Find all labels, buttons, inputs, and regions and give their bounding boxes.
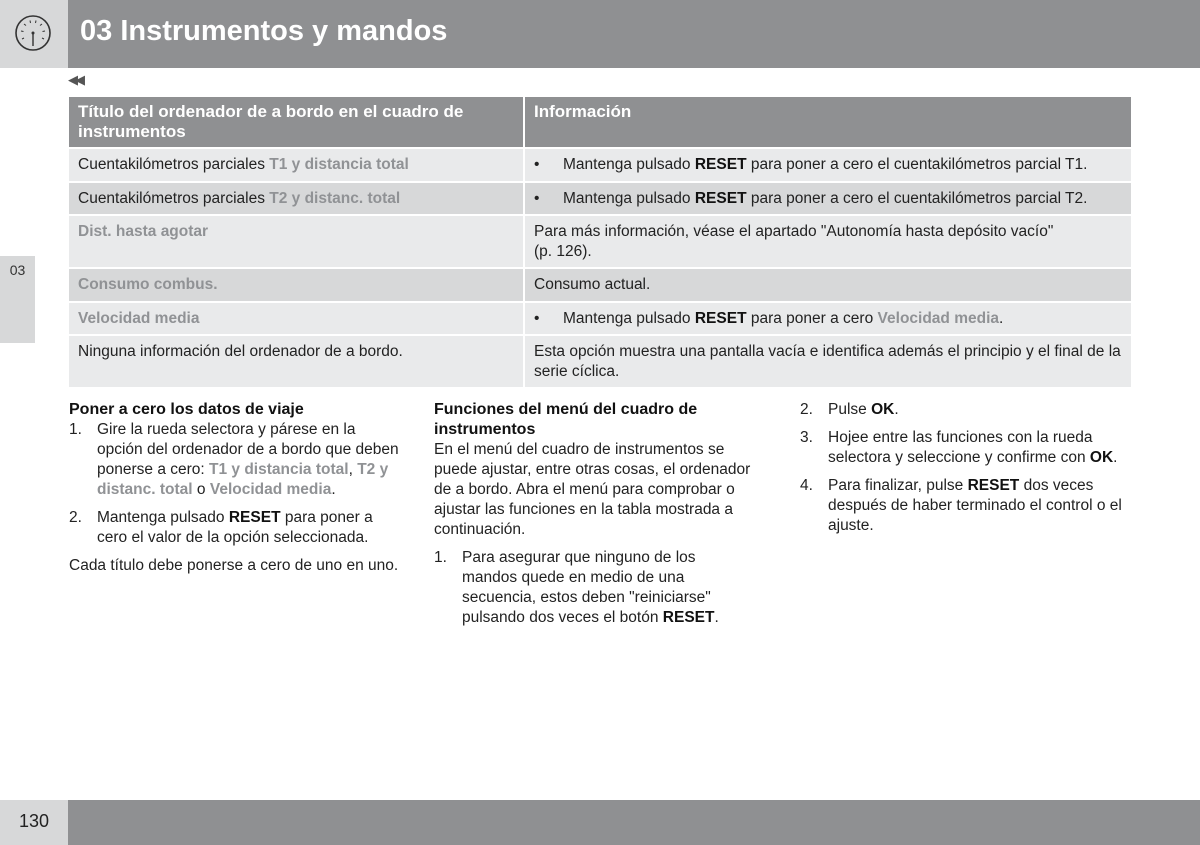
table-row (69, 335, 1131, 387)
table-row (69, 182, 1131, 216)
list-item: 2. Pulse OK. (800, 401, 899, 418)
table-row (69, 268, 1131, 302)
row-title: Velocidad media (69, 302, 524, 336)
page-number: 130 (18, 811, 50, 831)
table-header-title: Título del ordenador de a bordo en el cuadro de instrumentos (69, 97, 524, 148)
row-info: • Mantenga pulsado RESET para poner a cero el cuentakilómetros parcial T1. (524, 148, 1131, 182)
footer-bar (0, 800, 1200, 845)
list-item: 1. Para asegurar que ninguno de los mandos quede en medio de una secuencia, estos deben "reiniciarse" pulsando dos veces el botón RESET. (434, 549, 719, 626)
table-row (69, 215, 1131, 268)
info-table (69, 97, 1131, 387)
back-arrows-icon[interactable]: ◀◀ (68, 72, 82, 87)
intro-text: En el menú del cuadro de instrumentos se puede ajustar, entre otras cosas, el ordenador de a bordo. Abra el menú para comprobar o ajustar las funciones en la tabla mostrada a continuación. (434, 441, 751, 538)
list-item: 1. Gire la rueda selectora y párese en la opción del ordenador de a bordo que deben ponerse a cero: T1 y distancia total, T2 y distanc. total o Velocidad media. (69, 421, 399, 498)
bullet: • (534, 189, 540, 207)
chapter-tab-label: 03 (9, 262, 26, 278)
column-menu-functions (434, 400, 754, 636)
page-title: 03 Instrumentos y mandos (80, 15, 448, 47)
list-item: 3. Hojee entre las funciones con la rueda selectora y seleccione y confirme con OK. (800, 429, 1118, 466)
row-title: Consumo combus. (69, 268, 524, 302)
row-title: Dist. hasta agotar (69, 215, 524, 268)
list-item: 4. Para finalizar, pulse RESET dos veces después de haber terminado el control o el ajuste. (800, 477, 1122, 534)
row-info: Consumo actual. (524, 268, 1131, 302)
row-title: Cuentakilómetros parciales T2 y distanc. total (69, 182, 524, 216)
section-heading: Funciones del menú del cuadro de instrumentos (434, 401, 698, 438)
table-row (69, 302, 1131, 336)
table-row (69, 148, 1131, 182)
column-steps-continued (800, 400, 1128, 544)
row-title: Ninguna información del ordenador de a bordo. (69, 335, 524, 387)
row-title: Cuentakilómetros parciales T1 y distancia total (69, 148, 524, 182)
header-icon-block (0, 0, 68, 68)
bullet: • (534, 309, 540, 327)
row-info: • Mantenga pulsado RESET para poner a cero Velocidad media. (524, 302, 1131, 336)
column-reset-trip (69, 400, 399, 576)
row-info: • Mantenga pulsado RESET para poner a cero el cuentakilómetros parcial T2. (524, 182, 1131, 216)
gauge-icon (14, 14, 52, 52)
table-header-row (69, 97, 1131, 148)
note-text: Cada título debe ponerse a cero de uno en uno. (69, 557, 399, 574)
row-info: Para más información, véase el apartado "Autonomía hasta depósito vacío" (p. 126). (524, 215, 1131, 268)
list-item: 2. Mantenga pulsado RESET para poner a cero el valor de la opción seleccionada. (69, 509, 373, 546)
row-info: Esta opción muestra una pantalla vacía e identifica además el principio y el final de la serie cíclica. (524, 335, 1131, 387)
bullet: • (534, 156, 540, 173)
table-header-info: Información (524, 97, 1131, 148)
section-heading: Poner a cero los datos de viaje (69, 401, 304, 418)
